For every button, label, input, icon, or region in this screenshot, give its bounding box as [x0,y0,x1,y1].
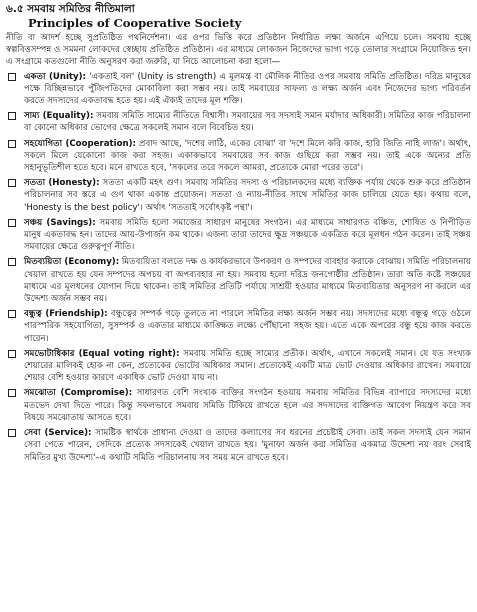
principle-text: সমবায় সমিতি হচ্ছে সাম্যের প্রতীক। অর্থাৎ, এখানে সকলেই সমান। যে যত সংখ্যক শেয়ারের মালিকই হোক না কেন, প্রত্যেকের ভোটের অধিকার সমান। প্রত্যেকেই একটি মাত্র ভোট দেওয়ার অধিকার রাখেন। সমবায়ে শেয়ার বেশি হওয়ার কারণে একাধিক ভোট দেওয়া যায় না। [24,348,471,384]
principle-heading: একতা (Unity): [24,71,86,82]
principle-item [6,71,471,108]
principle-body [24,387,471,424]
principle-text: সমবায় সমিতি হলো সমাজের সাধারণ মানুষের সংগঠন। এর মাধ্যমে সাধারণত বঞ্চিত, শোষিত ও নিপীড়িত মানুষ একতাবদ্ধ হন। তাদের আয়-উপার্জন কম থাকে। এজন্য তারা তাদের ক্ষুদ্র সঞ্চয়কে একত্রিত করে মূলধন গঠন করেন। তাই সঞ্চয় সমবায়ের ক্ষেত্রে গুরুত্বপূর্ণ নীতি। [24,217,471,253]
checkbox-bullet-icon [8,219,16,227]
principle-item [6,256,471,305]
principle-body [24,217,471,254]
checkbox-bullet-icon [8,73,16,81]
principle-text: সততা একটি মহৎ গুণ। সমবায় সমিতির সদস্য ও পরিচালকদের মধ্যে ব্যক্তিক পর্যায় থেকে শুরু করে প্রতিষ্ঠান পরিচালনার সব স্তরে এ গুণ থাকা একান্ত প্রয়োজন। সততা ও ন্যায়-নীতির সাথে সমিতির কাজ চালিয়ে যেতে হয়। কথায় বলে, 'Honesty is the best policy'। অর্থাৎ 'সততাই সর্বোৎকৃষ্ট পন্থা'। [24,178,471,213]
principle-body [24,308,471,345]
checkbox-bullet-icon [8,429,16,437]
principle-heading: সাম্য (Equality): [24,111,94,122]
section-title: ৬.৫ সমবায় সমিতির নীতিমালা [6,3,135,15]
principle-item [6,217,471,254]
checkbox-bullet-icon [8,140,16,148]
principle-text: সমবায় সমিতি সাম্যের নীতিতে বিশ্বাসী। সমবায়ের সব সদস্যই সমান মর্যাদার অধিকারী। সমিতির কাজ পরিচালনা বা কোনো অধিকার ভোগের ক্ষেত্রে সকলেই সমান বলে বিবেচিত হয়। [24,111,471,134]
principle-item [6,427,471,464]
principle-item [6,308,471,345]
principle-body [24,110,471,134]
principle-text: প্রবাদ আছে, 'দশের লাঠি, একের বোঝা' বা 'দশে মিলে করি কাজ, হারি জিতি নাহি লাজ'। অর্থাৎ, সকলে মিলে যেকোনো কাজ করা সহজ। একাকভাবে সমবায়ের সব কাজ গুছিয়ে করা সম্ভব নয়। তাই একে অন্যের প্রতি সহানুভূতিশীল হতে হবে। মনে রাখতে হবে, 'সকলের তরে সকলে আমরা, প্রত্যেকে মোরা পরের তরে'। [24,138,471,174]
principle-body [24,348,471,385]
principle-heading: মিতব্যয়িতা (Economy): [24,257,120,268]
checkbox-bullet-icon [8,310,16,318]
checkbox-bullet-icon [8,389,16,397]
principle-body [24,427,471,464]
principle-body [24,138,471,175]
principle-text: বন্ধুত্বের সম্পর্ক গড়ে তুলতে না পারলে সমিতির লক্ষ্য অর্জন সম্ভব নয়। সদস্যদের মধ্যে বন্ধুত্ব গড়ে ওঠলে পারস্পরিক সহযোগিতা, সুসম্পর্ক ও একতার মাধ্যমে কাঙ্ক্ষিত লক্ষ্যে পৌঁছানো সহজ হয়। এতে একে অপরের বন্ধু হয়ে কাজ করতে পারেন। [24,309,471,344]
principle-item [6,138,471,175]
principle-item [6,177,471,214]
principle-body [24,177,471,214]
principle-body [24,71,471,108]
principle-text: সাধারণত বেশি সংখ্যক ব্যক্তির সংগঠন হওয়ায় সমবায় সমিতির বিভিন্ন ব্যাপারে সদস্যদের মধ্যে মতভেদ দেখা দিতে পারে। কিন্তু সফলভাবে সমবায় সমিতি টিকিয়ে রাখতে হলে এর সদস্যদের ব্যক্তিগত আবেগ নিয়ন্ত্রণ করে সব বিষয়ে সমঝোতায় আসতে হবে। [24,388,471,423]
principle-heading: সমঝোতা (Compromise): [24,388,133,399]
principle-heading: সেবা (Service): [24,428,92,439]
principle-heading: বন্ধুত্ব (Friendship): [24,309,108,320]
principle-heading: সঞ্চয় (Savings): [24,217,96,228]
principle-text: 'একতাই বল' (Unity is strength) এ মূলমন্ত্র বা মৌলিক নীতির ওপর সমবায় সমিতি প্রতিষ্ঠিত। দরিদ্র মানুষের পক্ষে বিচ্ছিন্নভাবে পুঁজিপতিদের মোকাবিলা করা সম্ভব নয়। তাই সমবায়ের সাফল্য ও লক্ষ্য অর্জন এবং নিজেদের ভাগ্য পরিবর্তন করতে সদস্যদের একতাবদ্ধ হতে হয়। এই ঐক্যই তাদের মূল শক্তি। [24,71,471,107]
principle-item [6,348,471,385]
principle-heading: সততা (Honesty): [24,178,100,189]
principle-text: মিতব্যয়িতা বলতে দক্ষ ও কার্যকরভাবে উপকরণ ও সম্পদের ব্যবহার করাকে বোঝায়। সমিতি পরিচালনায় খেয়াল রাখতে হয় যেন সম্পদের অপচয় বা অপব্যবহার না হয়। সমবায় হলো দরিদ্র জনগোষ্ঠীর প্রতিষ্ঠান। তারা অতি কষ্টে সঞ্চয়ের মাধ্যমে এর মূলধনের যোগান দিয়ে থাকেন। তাই সমিতির প্রতিটি পর্যায়ে সাশ্রয়ী হওয়ার মাধ্যমে মিতব্যয়িতার অনুসরণ না করলে এর উদ্দেশ্য অর্জন সম্ভব নয়। [24,257,471,305]
principle-body [24,256,471,305]
principle-heading: সহযোগিতা (Cooperation): [24,138,136,149]
principle-heading: সমভোটাধিকার (Equal voting right): [24,348,180,359]
intro-paragraph: নীতি বা আদর্শ হচ্ছে সুপ্রতিষ্ঠিত পথনির্দেশনা। এর ওপর ভিত্তি করে প্রতিষ্ঠান নির্ধারিত লক্ষ্য অর্জনে এগিয়ে চলে। সমবায় হচ্ছে স্বল্পবিত্তসম্পন্ন ও সমমনা লোকদের স্বেচ্ছায় প্রতিষ্ঠিত প্রতিষ্ঠান। এর মাধ্যমে লোকজন নিজেদের ভাগ্য গড়ে তোলার সংগ্রামে নিয়োজিত হন। এ সংগ্রামে কতগুলো নীতি অনুসরণ করা জরুরি, যা নিচে আলোচনা করা হলো— [6,33,471,68]
checkbox-bullet-icon [8,350,16,358]
checkbox-bullet-icon [8,179,16,187]
principles-list [6,71,471,464]
principle-text: সামষ্টিক স্বার্থকে প্রাধান্য দেওয়া ও তাদের কল্যাণের সব ধরনের প্রচেষ্টাই সেবা। তাই সকল সদস্যই যেন সমান সেবা পেতে পারেন, সেদিকে প্রত্যেক সদস্যকেই খেয়াল রাখতে হয়। 'মুনাফা অর্জন করা সমিতির একমাত্র উদ্দেশ্য নয় বরং সেবাই সমিতির মুখ্য উদ্দেশ্য'–এ কথাটি সমিতি পরিচালনায় সব সময় মনে রাখতে হবে। [24,428,471,463]
checkbox-bullet-icon [8,112,16,120]
principle-item [6,110,471,134]
principle-item [6,387,471,424]
checkbox-bullet-icon [8,258,16,266]
section-subtitle-en: Principles of Cooperative Society [28,16,242,30]
